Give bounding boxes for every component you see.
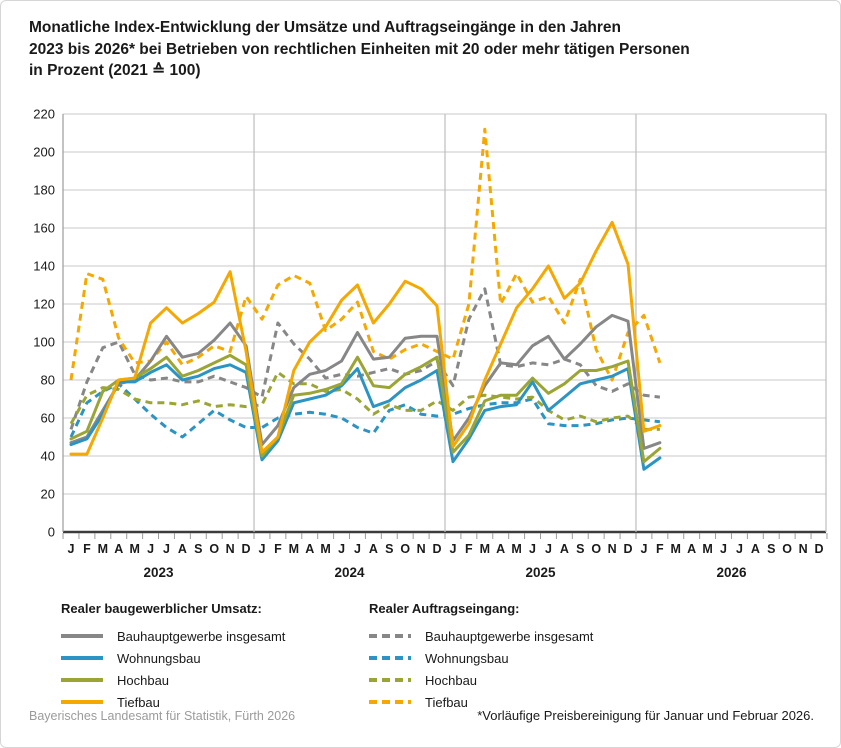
month-label: J	[544, 542, 552, 556]
month-label: O	[782, 542, 793, 556]
dashed-line-swatch-hochbau	[369, 678, 411, 682]
month-label: F	[465, 542, 473, 556]
month-label: N	[798, 542, 808, 556]
y-tick-label: 20	[40, 486, 55, 502]
month-label: J	[529, 542, 537, 556]
legend-auftrag-item-row-hochbau	[369, 669, 593, 691]
month-label: A	[305, 542, 315, 556]
solid-line-swatch-wohnungsbau	[61, 656, 103, 660]
dashed-line-swatch-tiefbau	[369, 700, 411, 704]
solid-line-swatch-tiefbau	[61, 700, 103, 704]
line-chart-plot	[1, 1, 841, 591]
y-tick-label: 180	[33, 182, 55, 198]
legend-auftrag-item-label: Tiefbau	[425, 694, 468, 710]
month-label: N	[607, 542, 617, 556]
month-label: M	[288, 542, 300, 556]
month-label: F	[656, 542, 664, 556]
legend-umsatz-header: Realer baugewerblicher Umsatz:	[61, 601, 262, 616]
year-label: 2023	[143, 565, 174, 580]
series-line-bauhauptgewerbe-umsatz	[71, 315, 660, 448]
month-label: S	[194, 542, 203, 556]
y-tick-label: 60	[40, 410, 55, 426]
month-label: M	[702, 542, 713, 556]
year-label: 2024	[334, 565, 365, 580]
dashed-line-swatch-wohnungsbau	[369, 656, 411, 660]
legend-umsatz-item-label: Tiefbau	[117, 694, 160, 710]
month-label: J	[640, 542, 648, 556]
month-label: S	[576, 542, 585, 556]
month-label: O	[400, 542, 411, 556]
solid-line-swatch-bauhauptgewerbe	[61, 634, 103, 638]
month-label: O	[209, 542, 220, 556]
month-label: J	[338, 542, 346, 556]
legend-umsatz-item-label: Hochbau	[117, 672, 170, 688]
y-tick-label: 0	[47, 524, 55, 540]
solid-line-swatch-hochbau	[61, 678, 103, 682]
preliminary-data-footnote: *Vorläufige Preisbereinigung für Januar und Februar 2026.	[477, 708, 814, 723]
y-tick-label: 140	[33, 258, 55, 274]
month-label: A	[750, 542, 760, 556]
dashed-line-swatch-bauhauptgewerbe	[369, 634, 411, 638]
source-attribution: Bayerisches Landesamt für Statistik, Fürth 2026	[29, 709, 296, 723]
month-label: J	[147, 542, 155, 556]
series-line-hochbau-auftrag	[71, 372, 660, 429]
legend-auftrag	[369, 601, 593, 713]
month-label: A	[687, 542, 697, 556]
month-label: J	[735, 542, 743, 556]
legend-auftrag-item-label: Wohnungsbau	[425, 650, 509, 666]
month-label: J	[163, 542, 170, 556]
month-label: F	[274, 542, 282, 556]
month-label: F	[83, 542, 91, 556]
month-label: A	[559, 542, 569, 556]
month-label: M	[320, 542, 331, 556]
legend-auftrag-header: Realer Auftragseingang:	[369, 601, 520, 616]
month-label: J	[449, 542, 457, 556]
month-label: A	[368, 542, 378, 556]
y-tick-label: 160	[33, 220, 55, 236]
legend-auftrag-item-label: Hochbau	[425, 672, 478, 688]
month-label: J	[720, 542, 727, 556]
legend-umsatz-item-row-hochbau	[61, 669, 285, 691]
month-label: O	[591, 542, 602, 556]
month-label: M	[479, 542, 490, 556]
y-tick-label: 40	[40, 448, 55, 464]
legend-umsatz-item-row-wohnungsbau	[61, 647, 285, 669]
y-tick-label: 220	[33, 106, 55, 122]
month-label: M	[670, 542, 681, 556]
month-label: N	[416, 542, 426, 556]
y-tick-label: 80	[40, 372, 55, 388]
y-tick-label: 120	[33, 296, 55, 312]
year-label: 2025	[525, 565, 556, 580]
y-tick-label: 100	[33, 334, 55, 350]
month-label: D	[432, 542, 442, 556]
month-label: J	[353, 542, 361, 556]
month-label: J	[67, 542, 75, 556]
legend-auftrag-item-row-wohnungsbau	[369, 647, 593, 669]
year-label: 2026	[716, 565, 747, 580]
legend-auftrag-item-label: Bauhauptgewerbe insgesamt	[425, 628, 594, 644]
legend-auftrag-item-row-bauhauptgewerbe	[369, 625, 593, 647]
month-label: N	[225, 542, 235, 556]
legend-umsatz-item-row-bauhauptgewerbe	[61, 625, 285, 647]
y-tick-label: 200	[33, 144, 55, 160]
month-label: M	[511, 542, 522, 556]
month-label: D	[241, 542, 251, 556]
month-label: A	[496, 542, 506, 556]
legend-umsatz	[61, 601, 285, 713]
month-label: D	[814, 542, 824, 556]
legend-umsatz-item-label: Bauhauptgewerbe insgesamt	[117, 628, 286, 644]
chart-title-line3: in Prozent (2021 ≙ 100)	[29, 62, 201, 79]
month-label: M	[97, 542, 109, 556]
month-label: A	[177, 542, 187, 556]
month-label: A	[114, 542, 124, 556]
legend-umsatz-item-label: Wohnungsbau	[117, 650, 201, 666]
month-label: M	[129, 542, 140, 556]
chart-title-line2: 2023 bis 2026* bei Betrieben von rechtlichen Einheiten mit 20 oder mehr tätigen Personen	[29, 40, 690, 58]
month-label: D	[623, 542, 633, 556]
month-label: J	[258, 542, 266, 556]
chart-title-line1: Monatliche Index-Entwicklung der Umsätze und Auftragseingänge in den Jahren	[29, 19, 621, 36]
month-label: S	[767, 542, 776, 556]
month-label: S	[385, 542, 394, 556]
